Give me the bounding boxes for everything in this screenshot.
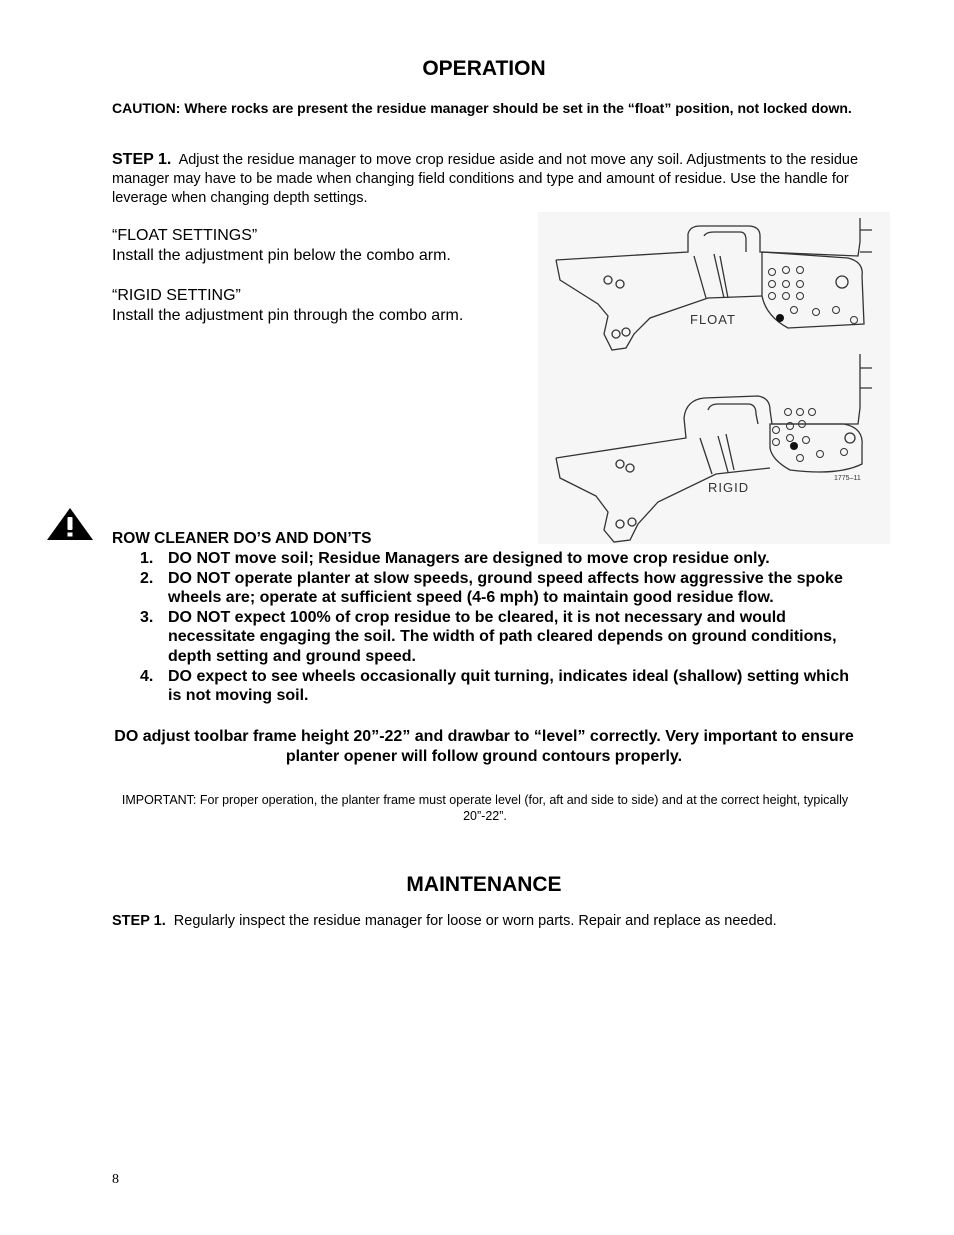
rigid-setting-text: Install the adjustment pin through the combo arm.: [112, 307, 464, 324]
maintenance-step-label: STEP 1.: [112, 913, 166, 929]
row-cleaner-list: [112, 549, 857, 706]
float-settings-text: Install the adjustment pin below the combo arm.: [112, 247, 451, 264]
page-number: 8: [112, 1172, 119, 1187]
step1-label: STEP 1.: [112, 151, 172, 168]
operation-title: OPERATION: [422, 57, 546, 80]
important-note: IMPORTANT: For proper operation, the planter frame must operate level (for, aft and side to side) and at the correct height, typically 20”-22”.: [121, 793, 849, 823]
maintenance-step: [112, 913, 872, 929]
warning-triangle-icon: [46, 506, 94, 542]
rigid-setting-title: “RIGID SETTING”: [112, 287, 241, 304]
step1-text: Adjust the residue manager to move crop residue aside and not move any soil. Adjustments to the residue manager may have to be made when changing field conditions and type and amount of residue. Use the handle for leverage when changing depth settings.: [112, 152, 859, 206]
part-number-label: 1775–11: [834, 475, 861, 482]
combo-arm-figure: [538, 212, 890, 544]
rigid-label: RIGID: [708, 480, 750, 495]
step1-paragraph: [112, 150, 860, 208]
list-item: 4. DO expect to see wheels occasionally quit turning, indicates ideal (shallow) setting which is not moving soil.: [140, 667, 850, 705]
maintenance-step-text: Regularly inspect the residue manager for loose or worn parts. Repair and replace as needed.: [173, 913, 777, 929]
list-item: 2. DO NOT operate planter at slow speeds, ground speed affects how aggressive the spoke wheels are; operate at sufficient speed (4-6 mph) to maintain good residue flow.: [140, 569, 843, 607]
row-cleaner-title: ROW CLEANER DO’S AND DON’TS: [112, 530, 372, 547]
list-item: 1. DO NOT move soil; Residue Managers are designed to move crop residue only.: [140, 550, 770, 567]
float-label: FLOAT: [690, 312, 736, 327]
list-item: 3. DO NOT expect 100% of crop residue to be cleared, it is not necessary and would necessitate engaging the soil. The width of path cleared depends on ground conditions, depth setting and ground speed.: [140, 608, 837, 665]
rigid-setting-block: [112, 286, 532, 326]
float-settings-title: “FLOAT SETTINGS”: [112, 227, 258, 244]
float-settings-block: [112, 226, 532, 266]
maintenance-title: MAINTENANCE: [406, 873, 562, 896]
do-adjust-text: DO adjust toolbar frame height 20”-22” and drawbar to “level” correctly. Very important to ensure planter opener will follow ground contours properly.: [114, 728, 854, 765]
caution-text: CAUTION: Where rocks are present the residue manager should be set in the “float” position, not locked down.: [112, 100, 852, 116]
